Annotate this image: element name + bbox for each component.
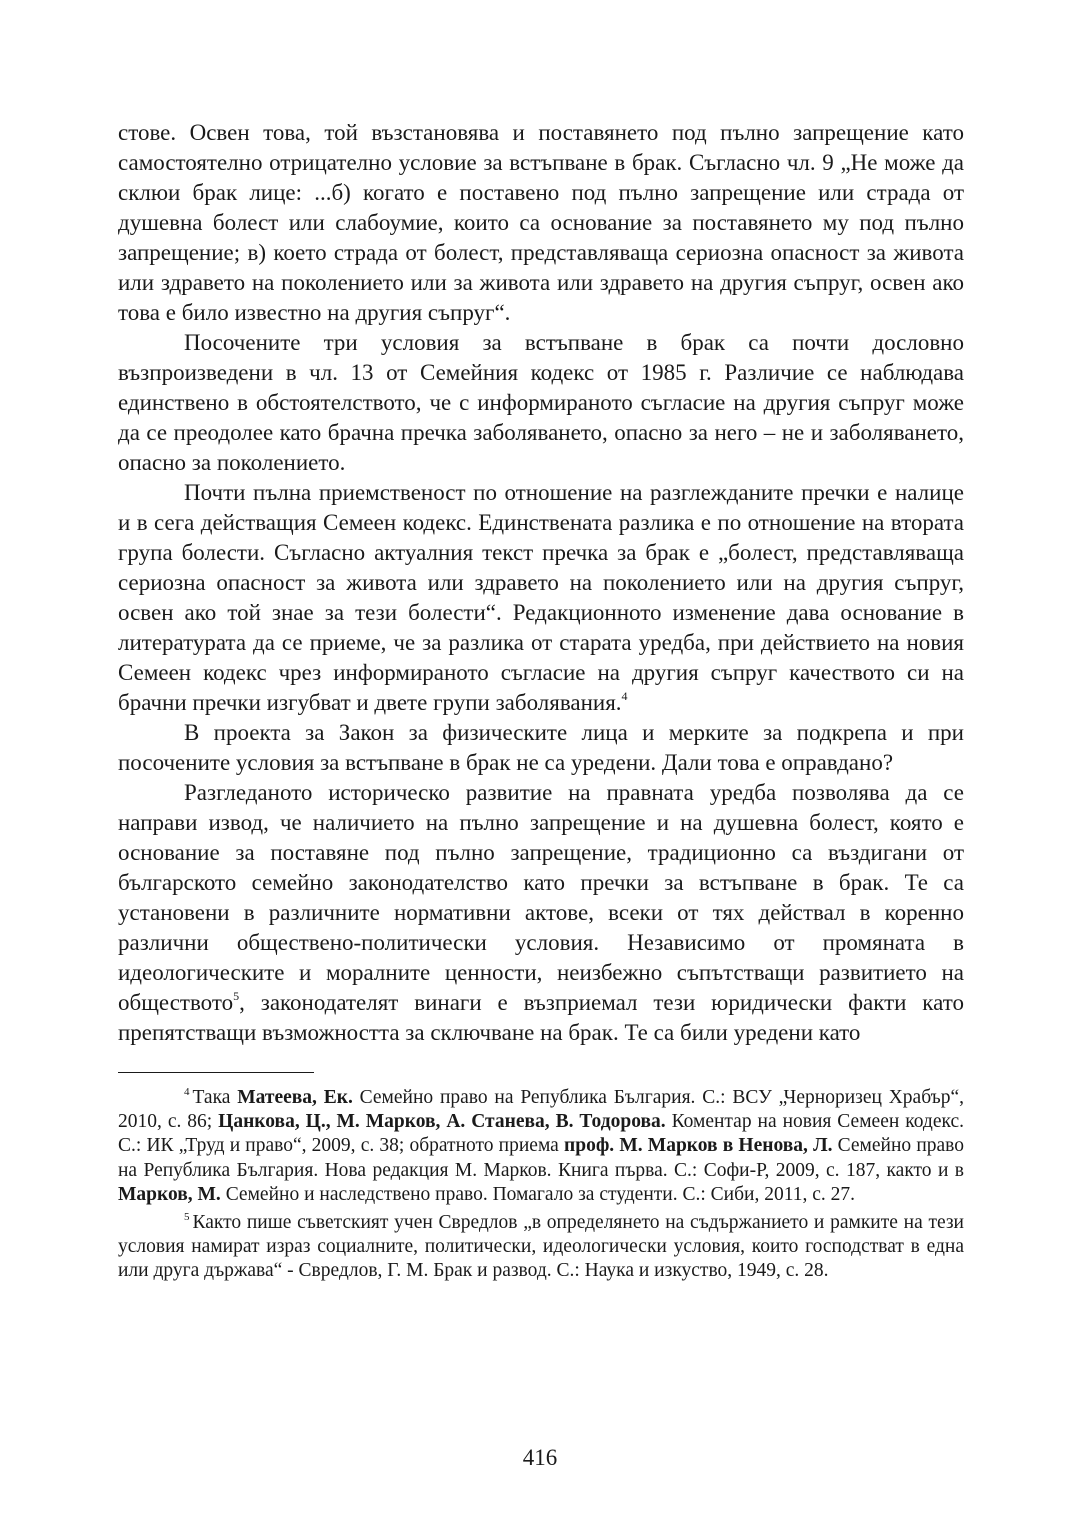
footnote-5-text: Както пише съветският учен Свредлов „в определянето на съдържанието и рамките на тези условия намират израз социалните, политически, идеологически условия, които господстват в една или друга държава“ - Свредлов, Г. М. Брак и развод. С.: Наука и изкуство, 1949, с. 28. (118, 1212, 964, 1282)
main-text (118, 118, 964, 1048)
page-number: 416 (522, 1445, 558, 1470)
footnote-5-number: 5 (184, 1210, 190, 1223)
footnote-ref-5[interactable]: 5 (233, 989, 240, 1004)
footnote-separator (118, 1072, 314, 1073)
paragraph-5 (118, 778, 964, 1048)
footnote-4-author-d: Марков, М. (118, 1183, 221, 1205)
paragraph-5-text-a: Разгледаното историческо развитие на правната уредба позволява да се направи извод, че наличието на пълно запрещение и на душевна болест, която е основание за поставяне под пълно запрещение, традиционно са въздигани от българското семейно законодателство като пречки за встъпване в брак. Те са установени в различните нормативни актове, всеки от тях действал в коренно различни обществено-политически условия. Независимо от промяната в идеологическите и моралните ценности, неизбежно съпътстващи развитието на обществото (118, 780, 964, 1015)
footnote-4 (118, 1086, 964, 1207)
footnote-4-author-a: Матеева, Ек. (237, 1087, 353, 1108)
footnote-5 (118, 1211, 964, 1284)
footnote-4-author-c: проф. М. Марков в Ненова, Л. (563, 1135, 833, 1157)
footnote-ref-4[interactable]: 4 (621, 689, 628, 704)
footnote-4-author-b: Цанкова, Ц., М. Марков, А. Станева, В. Тодорова. (218, 1111, 666, 1133)
footnote-4-number: 4 (184, 1085, 190, 1098)
footnotes (118, 1086, 964, 1284)
footnote-4-text-c: Коментар на новия Семеен кодекс. С.: ИК „Труд и право“, 2009, с. 38; обратното приема (118, 1111, 965, 1157)
paragraph-4: В проекта за Закон за физическите лица и мерките за подкрепа и при посочените условия за встъпване в брак не са уредени. Дали това е оправдано? (118, 720, 964, 775)
footnote-4-text-b: Семейно право на Република България. С.: ВСУ „Черноризец Храбър“, 2010, с. 86; (118, 1087, 965, 1133)
footnote-4-text-a: Така (192, 1087, 238, 1108)
paragraph-5-text-b: , законодателят винаги е възприемал тези юридически факти като препятстващи възможността за сключване на брак. Те са били уредени като (118, 990, 964, 1045)
paragraph-1: стове. Освен това, той възстановява и поставянето под пълно запрещение като самостоятелно отрицателно условие за встъпване в брак. Съгласно чл. 9 „Не може да склюи брак лице: ...б) когато е поставено под пълно запрещение или страда от душевна болест или слабоумие, които са основание за поставянето му под пълно запрещение; в) което страда от болест, представляваща сериозна опасност за живота или здравето на поколението или за живота или здравето на другия съпруг, освен ако това е било известно на другия съпруг“. (118, 120, 964, 325)
footnote-4-text-d: Семейно право на Република България. Нова редакция М. Марков. Книга първа. С.: Софи-Р, 2009, с. 187, както и в (118, 1135, 964, 1181)
footnote-4-text-e: Семейно и наследствено право. Помагало за студенти. С.: Сиби, 2011, с. 27. (220, 1183, 856, 1205)
paragraph-3 (118, 478, 964, 718)
page-content (118, 118, 964, 1284)
paragraph-2: Посочените три условия за встъпване в брак са почти дословно възпроизведени в чл. 13 от Семейния кодекс от 1985 г. Различие се наблюдава единствено в обстоятелството, че с информираното съгласие на другия съпруг може да се преодолее като брачна пречка заболяването, опасно за него – не и заболяването, опасно за поколението. (118, 330, 964, 475)
paragraph-3-text: Почти пълна приемственост по отношение на разглежданите пречки е налице и в сега действащия Семеен кодекс. Единствената разлика е по отношение на втората група болести. Съгласно актуалния текст пречка за брак е „болест, представляваща сериозна опасност за живота или здравето на поколението или на другия съпруг, освен ако той знае за тези болести“. Редакционното изменение дава основание в литературата да се приеме, че за разлика от старата уредба, при действието на новия Семеен кодекс чрез информираното съгласие на другия съпруг качеството си на брачни пречки изгубват и двете групи заболявания. (118, 480, 964, 715)
